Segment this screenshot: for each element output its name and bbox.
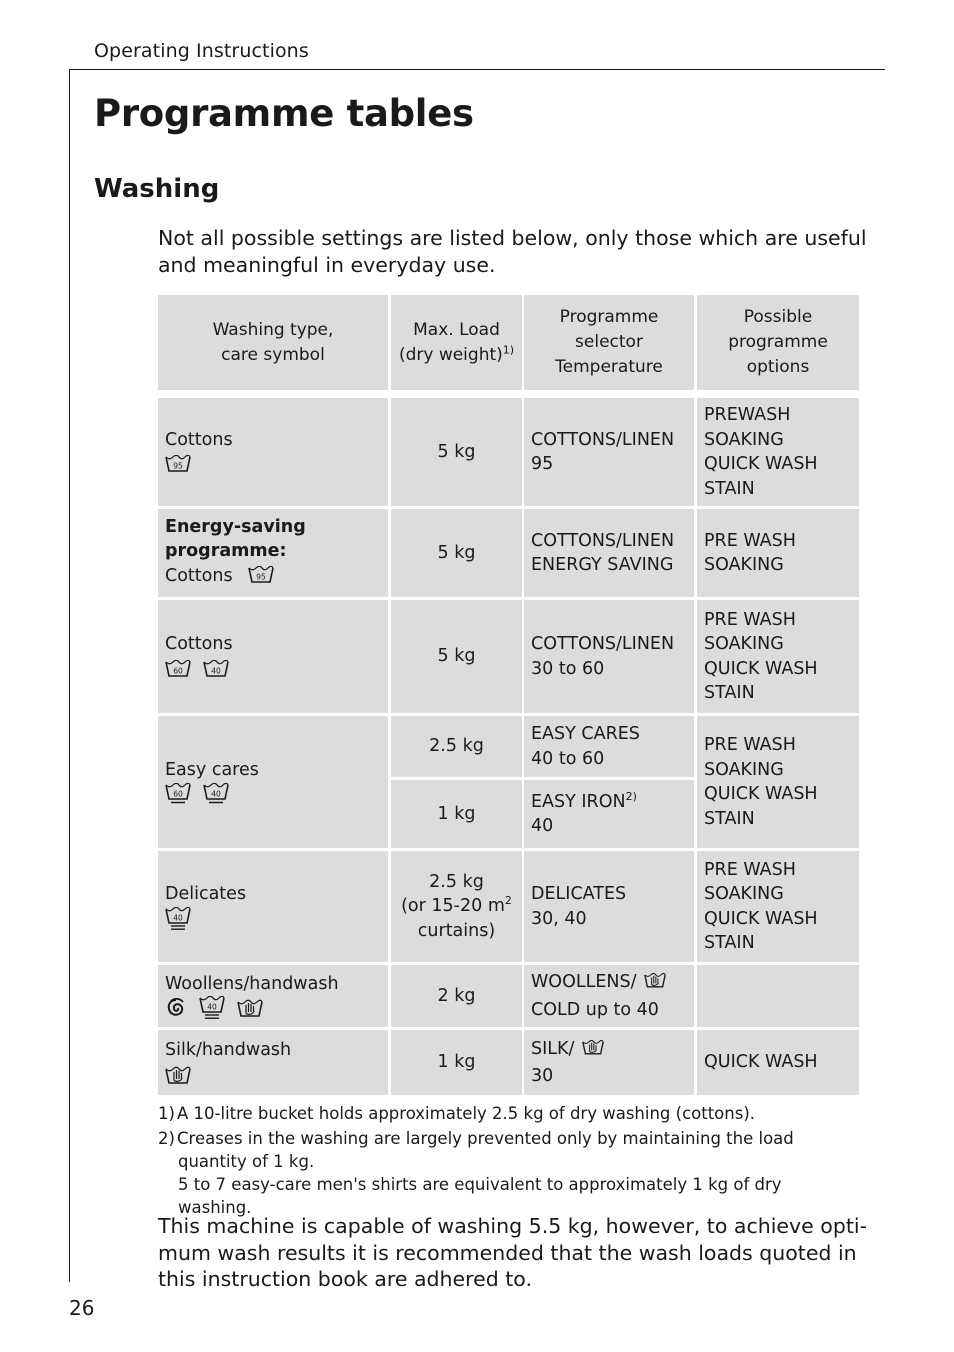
header-text: selector xyxy=(575,332,643,352)
wash-temp-label: 60 xyxy=(173,789,183,799)
table-row-cottons-95-programme xyxy=(524,398,694,506)
header-text: options xyxy=(746,357,810,377)
care-symbols xyxy=(165,1063,191,1087)
washing-type: programme: xyxy=(165,541,287,562)
programme-text: SILK/ xyxy=(531,1038,575,1059)
programme-table xyxy=(158,295,859,1095)
footnote-ref: 2) xyxy=(625,789,637,803)
table-row-silk-type xyxy=(158,1030,388,1095)
header-washing-type xyxy=(158,295,388,390)
programme-text: COTTONS/LINEN xyxy=(531,429,675,450)
table-row-energy-saving-programme xyxy=(524,509,694,597)
care-symbols xyxy=(165,657,229,681)
header-text: Temperature xyxy=(555,357,663,377)
programme-text: DELICATES xyxy=(531,884,627,904)
table-row-woollens-type xyxy=(158,965,388,1027)
option-text: QUICK WASH xyxy=(704,784,818,804)
footnote-number: 1) xyxy=(158,1104,175,1123)
care-symbols xyxy=(165,907,191,931)
wash-tub-95-icon xyxy=(248,566,274,584)
option-text: QUICK WASH xyxy=(704,1052,818,1073)
margin-rule xyxy=(69,69,70,1282)
option-text: PREWASH xyxy=(704,405,791,425)
table-row-cottons-60-programme xyxy=(524,600,694,713)
option-text: QUICK WASH xyxy=(704,908,818,929)
option-text: PRE WASH xyxy=(704,859,796,880)
page-title: Programme tables xyxy=(94,92,474,135)
option-text: SOAKING xyxy=(704,634,784,654)
wash-temp-label: 40 xyxy=(211,666,221,676)
option-text: PRE WASH xyxy=(704,530,796,551)
option-text: QUICK WASH xyxy=(704,658,818,679)
care-symbols xyxy=(165,782,229,806)
table-row-cottons-60-options xyxy=(697,600,859,713)
programme-text: EASY IRON xyxy=(531,791,626,812)
table-row-cottons-95-load: 5 kg xyxy=(391,398,522,506)
footnote-text: 5 to 7 easy-care men's shirts are equivalent to approximately 1 kg of dry washing. xyxy=(178,1175,782,1217)
option-text: SOAKING xyxy=(704,759,784,780)
running-head: Operating Instructions xyxy=(94,40,309,62)
table-row-woollens-load: 2 kg xyxy=(391,965,522,1027)
table-row-silk-programme xyxy=(524,1030,694,1095)
programme-text: EASY CARES xyxy=(531,724,640,744)
programme-text: COTTONS/LINEN xyxy=(531,634,675,654)
footnote-text: Creases in the washing are largely prevented only by maintaining the load xyxy=(177,1129,794,1148)
table-row-cottons-95-type xyxy=(158,398,388,506)
table-row-easy-iron-programme-b xyxy=(524,780,694,848)
wash-tub-40-very-gentle-icon xyxy=(165,907,191,931)
wash-tub-40-very-gentle-icon xyxy=(199,996,225,1020)
washing-type: Cottons xyxy=(165,429,233,450)
care-symbols xyxy=(165,452,191,476)
header-text: Max. Load xyxy=(413,319,500,340)
programme-text: 40 to 60 xyxy=(531,748,605,769)
table-row-easy-cares-load-a: 2.5 kg xyxy=(391,716,522,777)
washing-type: Silk/handwash xyxy=(165,1040,292,1060)
wash-temp-label: 40 xyxy=(211,789,221,799)
option-text: STAIN xyxy=(704,683,755,703)
table-row-silk-options xyxy=(697,1030,859,1095)
header-text: Washing type, xyxy=(212,319,334,340)
superscript: 2 xyxy=(504,894,512,908)
wash-tub-60-icon xyxy=(165,660,191,678)
option-text: SOAKING xyxy=(704,429,784,450)
washing-type: Delicates xyxy=(165,884,247,904)
option-text: PRE WASH xyxy=(704,609,796,630)
wash-tub-95-icon xyxy=(165,455,191,473)
header-programme-selector xyxy=(524,295,694,390)
header-text: (dry weight) xyxy=(398,344,503,365)
page-number: 26 xyxy=(69,1296,95,1320)
footnote-2 xyxy=(158,1127,858,1150)
header-text: Programme xyxy=(559,307,659,327)
programme-text: 95 xyxy=(531,454,554,474)
programme-text: ENERGY SAVING xyxy=(531,555,674,575)
option-text: STAIN xyxy=(704,933,755,953)
programme-text: 40 xyxy=(531,816,554,836)
table-row-easy-cares-options xyxy=(697,716,859,848)
table-row-easy-cares-programme-a xyxy=(524,716,694,777)
washing-type: Woollens/handwash xyxy=(165,973,339,994)
handwash-icon xyxy=(644,970,666,990)
care-symbols xyxy=(165,996,263,1020)
table-row-energy-saving-load: 5 kg xyxy=(391,509,522,597)
header-text: care symbol xyxy=(221,344,325,365)
programme-text: COLD up to 40 xyxy=(531,999,659,1020)
washing-type: Cottons xyxy=(165,634,233,654)
table-row-energy-saving-options xyxy=(697,509,859,597)
washing-type: Energy-saving xyxy=(165,516,306,537)
programme-text: WOOLLENS/ xyxy=(531,972,637,992)
programme-text: 30, 40 xyxy=(531,908,587,929)
washing-type: Cottons xyxy=(165,565,233,586)
handwash-icon xyxy=(582,1037,604,1057)
handwash-icon xyxy=(165,1065,191,1085)
table-row-woollens-programme xyxy=(524,965,694,1027)
programme-text: COTTONS/LINEN xyxy=(531,530,675,551)
option-text: SOAKING xyxy=(704,555,784,575)
wool-mark-icon xyxy=(165,997,187,1019)
wash-temp-label: 40 xyxy=(207,1002,217,1012)
option-text: STAIN xyxy=(704,808,755,829)
footnotes xyxy=(158,1102,858,1219)
table-row-woollens-options xyxy=(697,965,859,1027)
wash-temp-label: 95 xyxy=(173,461,183,471)
table-row-delicates-load xyxy=(391,851,522,962)
wash-tub-40-gentle-icon xyxy=(203,783,229,805)
load-text: curtains) xyxy=(417,920,496,941)
programme-text: 30 to 60 xyxy=(531,658,605,679)
footnote-text: A 10-litre bucket holds approximately 2.5 kg of dry washing (cottons). xyxy=(177,1104,756,1123)
option-text: QUICK WASH xyxy=(704,454,818,474)
option-text: PRE WASH xyxy=(704,735,796,755)
programme-text: 30 xyxy=(531,1066,554,1086)
table-row-delicates-type xyxy=(158,851,388,962)
footnote-text: quantity of 1 kg. xyxy=(178,1152,315,1171)
table-row-delicates-programme xyxy=(524,851,694,962)
wash-temp-label: 95 xyxy=(256,572,266,582)
table-row-easy-cares-type xyxy=(158,716,388,848)
header-rule xyxy=(69,69,885,70)
footnote-1 xyxy=(158,1102,858,1125)
wash-tub-60-gentle-icon xyxy=(165,783,191,805)
closing-text: This machine is capable of washing 5.5 kg, however, to achieve opti-mum wash results it is recommended that the wash loads quoted in this instruction book are adhered to. xyxy=(158,1214,867,1291)
header-max-load xyxy=(391,295,522,390)
option-text: STAIN xyxy=(704,478,755,499)
load-text: 2.5 kg xyxy=(429,871,484,892)
table-row-cottons-60-type xyxy=(158,600,388,713)
table-row-cottons-95-options xyxy=(697,398,859,506)
table-row-delicates-options xyxy=(697,851,859,962)
load-text: (or 15-20 m xyxy=(401,896,505,917)
header-text: programme xyxy=(728,332,828,352)
wash-temp-label: 40 xyxy=(173,913,183,923)
header-options xyxy=(697,295,859,390)
footnote-number: 2) xyxy=(158,1129,175,1148)
option-text: SOAKING xyxy=(704,884,784,904)
wash-temp-label: 60 xyxy=(173,666,183,676)
table-row-silk-load: 1 kg xyxy=(391,1030,522,1095)
table-row-easy-iron-load-b: 1 kg xyxy=(391,780,522,848)
table-row-energy-saving-type xyxy=(158,509,388,597)
footnote-ref: 1) xyxy=(502,342,515,356)
header-text: Possible xyxy=(743,307,813,327)
wash-tub-40-icon xyxy=(203,660,229,678)
section-title: Washing xyxy=(94,174,220,204)
table-row-cottons-60-load: 5 kg xyxy=(391,600,522,713)
handwash-icon xyxy=(237,998,263,1018)
intro-text: Not all possible settings are listed below, only those which are useful and meaningful in everyday use. xyxy=(158,226,867,277)
washing-type: Easy cares xyxy=(165,759,259,780)
